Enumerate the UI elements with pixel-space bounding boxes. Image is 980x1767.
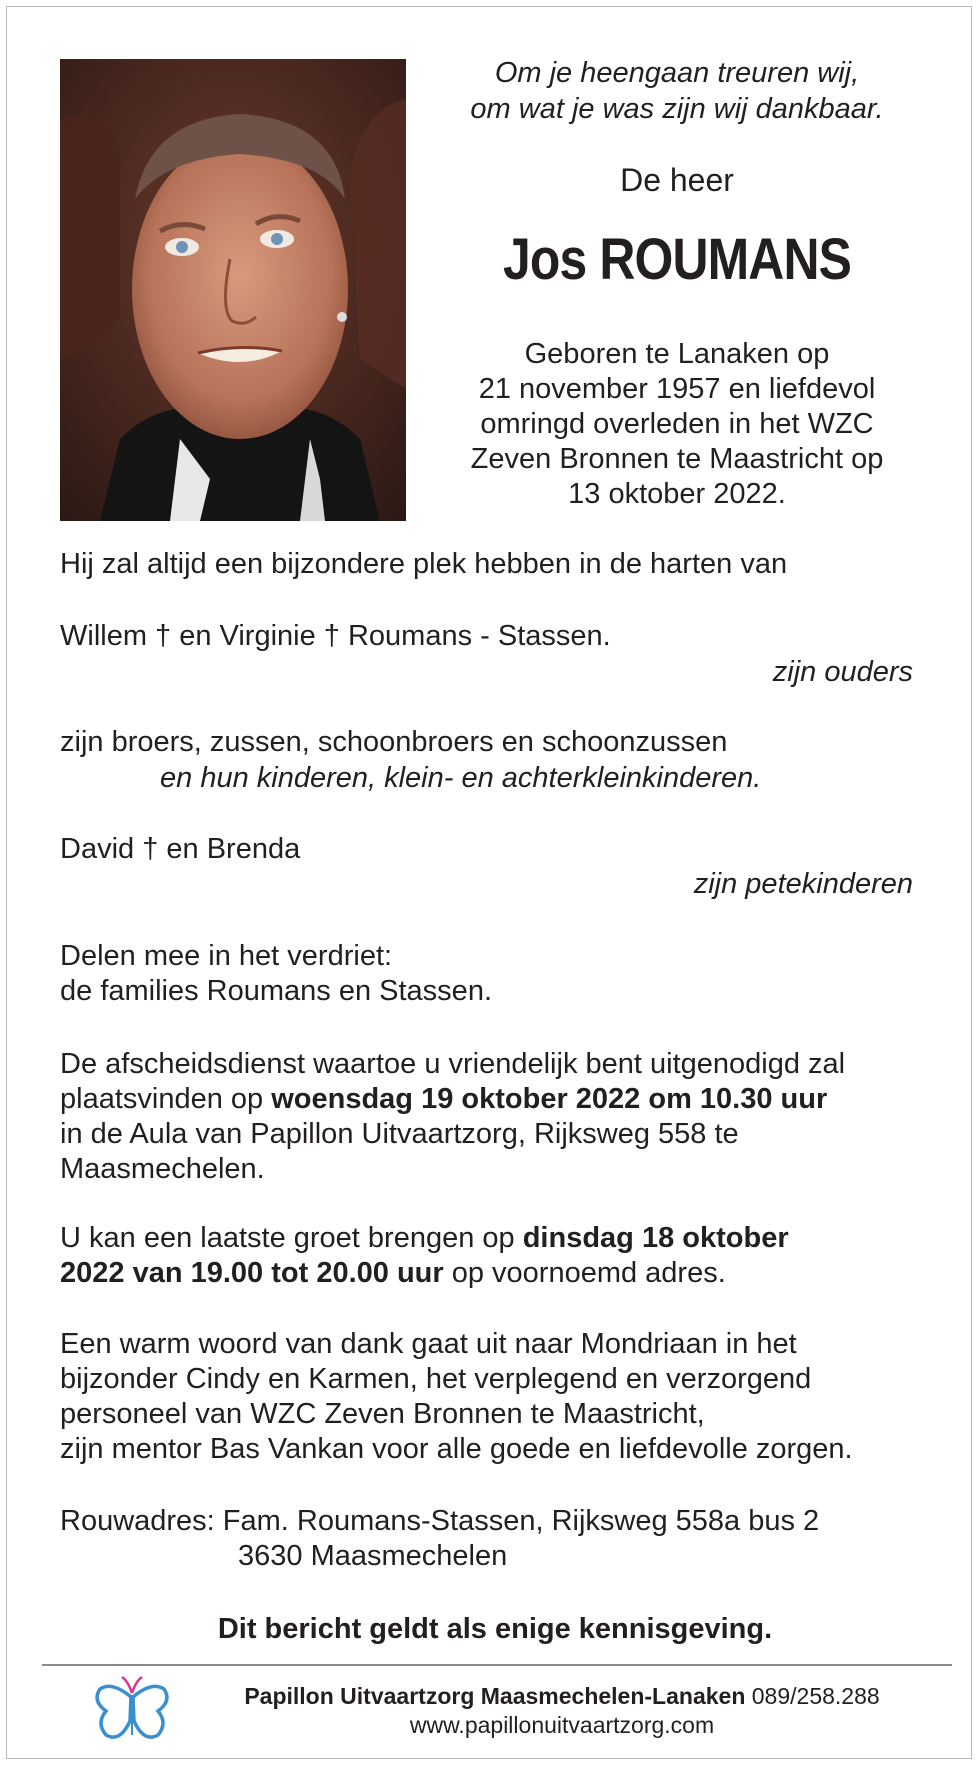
- birth-death-details: [437, 337, 917, 512]
- service-line-4: Maasmechelen.: [60, 1153, 265, 1185]
- butterfly-icon: [92, 1675, 172, 1747]
- birth-line: 21 november 1957 en liefdevol: [478, 373, 876, 405]
- quote-line-2: om wat je was zijn wij dankbaar.: [470, 93, 884, 125]
- birth-line: omringd overleden in het WZC: [480, 408, 874, 440]
- share-grief: [60, 939, 930, 1009]
- mourning-address: [60, 1504, 930, 1574]
- obituary-page: [6, 6, 972, 1759]
- deceased-name: Jos ROUMANS: [502, 227, 852, 292]
- service-info: [60, 1047, 930, 1187]
- footer-divider: [42, 1664, 952, 1666]
- service-datetime: woensdag 19 oktober 2022 om 10.30 uur: [271, 1083, 828, 1115]
- portrait-image: [60, 59, 406, 521]
- thanks-paragraph: [60, 1327, 930, 1467]
- honorific: De heer: [620, 162, 734, 198]
- share-line-1: Delen mee in het verdriet:: [60, 940, 393, 972]
- heart-line: Hij zal altijd een bijzondere plek hebben in de harten van: [60, 548, 788, 580]
- quote-line-1: Om je heengaan treuren wij,: [494, 57, 860, 89]
- thanks-line: zijn mentor Bas Vankan voor alle goede en liefdevolle zorgen.: [60, 1433, 853, 1465]
- share-line-2: de families Roumans en Stassen.: [60, 975, 492, 1007]
- portrait-photo: [60, 59, 406, 521]
- godchildren-relation: zijn petekinderen: [693, 868, 913, 900]
- thanks-line: personeel van WZC Zeven Bronnen te Maastricht,: [60, 1398, 705, 1430]
- parents-names: Willem † en Virginie † Roumans - Stassen.: [60, 620, 611, 652]
- siblings-line: zijn broers, zussen, schoonbroers en schoonzussen: [60, 726, 728, 758]
- thanks-line: bijzonder Cindy en Karmen, het verplegend en verzorgend: [60, 1363, 812, 1395]
- greeting-info: [60, 1221, 930, 1291]
- birth-line: Zeven Bronnen te Maastricht op: [470, 443, 884, 475]
- funeral-home-info: [187, 1682, 937, 1740]
- parents-relation: zijn ouders: [772, 656, 913, 688]
- funeral-home-phone: 089/258.288: [745, 1683, 880, 1709]
- service-line-2-prefix: plaatsvinden op: [60, 1083, 272, 1115]
- godchildren-names: David † en Brenda: [60, 833, 301, 865]
- service-line-3: in de Aula van Papillon Uitvaartzorg, Rijksweg 558 te: [60, 1118, 739, 1150]
- birth-line: 13 oktober 2022.: [568, 478, 786, 510]
- greeting-suffix: op voornoemd adres.: [443, 1257, 726, 1289]
- birth-line: Geboren te Lanaken op: [524, 338, 830, 370]
- address-line-1: Rouwadres: Fam. Roumans-Stassen, Rijksweg 558a bus 2: [60, 1505, 820, 1537]
- greeting-time: 2022 van 19.00 tot 20.00 uur: [60, 1257, 444, 1289]
- thanks-line: Een warm woord van dank gaat uit naar Mondriaan in het: [60, 1328, 797, 1360]
- funeral-home-website[interactable]: www.papillonuitvaartzorg.com: [409, 1712, 715, 1738]
- opening-quote: [437, 55, 917, 127]
- service-line-1: De afscheidsdienst waartoe u vriendelijk bent uitgenodigd zal: [60, 1048, 846, 1080]
- greeting-date: dinsdag 18 oktober: [522, 1222, 789, 1254]
- funeral-home-name: Papillon Uitvaartzorg Maasmechelen-Lanaken: [244, 1683, 746, 1709]
- siblings-descendants: en hun kinderen, klein- en achterkleinkinderen.: [160, 762, 762, 794]
- closing-statement: Dit bericht geldt als enige kennisgeving.: [217, 1613, 773, 1645]
- address-line-2: 3630 Maasmechelen: [238, 1540, 508, 1572]
- greeting-prefix: U kan een laatste groet brengen op: [60, 1222, 523, 1254]
